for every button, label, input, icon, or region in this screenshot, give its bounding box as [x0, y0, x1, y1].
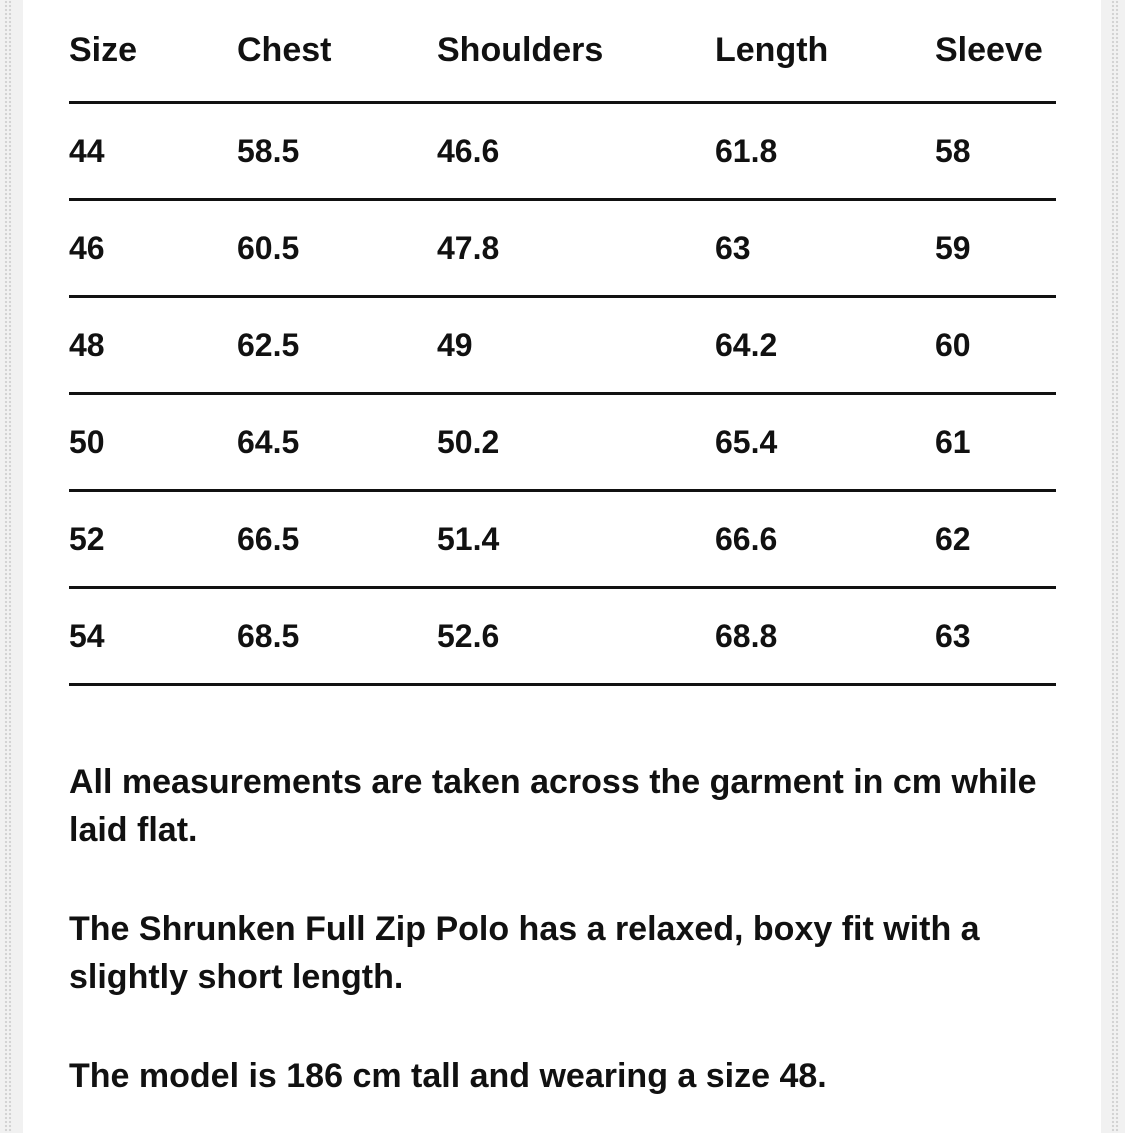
cell-chest: 60.5 [237, 200, 437, 297]
cell-chest: 64.5 [237, 394, 437, 491]
left-edge-dots [4, 0, 12, 1133]
size-notes [69, 758, 1059, 1100]
measurement-note: All measurements are taken across the garment in cm while laid flat. [69, 763, 1037, 849]
cell-shoulders: 49 [437, 297, 715, 394]
cell-length: 61.8 [715, 103, 935, 200]
cell-sleeve: 61 [935, 394, 1056, 491]
header-chest: Chest [237, 0, 437, 103]
cell-size: 44 [69, 103, 237, 200]
cell-shoulders: 50.2 [437, 394, 715, 491]
table-row [69, 588, 1056, 685]
table-row [69, 491, 1056, 588]
size-chart-table [69, 0, 1056, 686]
cell-size: 46 [69, 200, 237, 297]
right-edge-dots [1111, 0, 1119, 1133]
cell-length: 66.6 [715, 491, 935, 588]
cell-size: 54 [69, 588, 237, 685]
size-guide-panel [23, 0, 1101, 1133]
table-row [69, 200, 1056, 297]
cell-size: 50 [69, 394, 237, 491]
cell-length: 63 [715, 200, 935, 297]
header-length: Length [715, 0, 935, 103]
table-row [69, 394, 1056, 491]
header-shoulders: Shoulders [437, 0, 715, 103]
cell-shoulders: 46.6 [437, 103, 715, 200]
cell-shoulders: 52.6 [437, 588, 715, 685]
cell-chest: 68.5 [237, 588, 437, 685]
cell-length: 64.2 [715, 297, 935, 394]
cell-length: 65.4 [715, 394, 935, 491]
cell-length: 68.8 [715, 588, 935, 685]
cell-size: 52 [69, 491, 237, 588]
cell-shoulders: 51.4 [437, 491, 715, 588]
cell-chest: 62.5 [237, 297, 437, 394]
model-note: The model is 186 cm tall and wearing a size 48. [69, 1057, 827, 1095]
cell-sleeve: 58 [935, 103, 1056, 200]
fit-note: The Shrunken Full Zip Polo has a relaxed, boxy fit with a slightly short length. [69, 910, 980, 996]
cell-shoulders: 47.8 [437, 200, 715, 297]
table-row [69, 103, 1056, 200]
table-header-row [69, 0, 1056, 103]
cell-chest: 58.5 [237, 103, 437, 200]
cell-size: 48 [69, 297, 237, 394]
cell-sleeve: 63 [935, 588, 1056, 685]
header-size: Size [69, 0, 237, 103]
header-sleeve: Sleeve [935, 0, 1056, 103]
cell-sleeve: 60 [935, 297, 1056, 394]
table-row [69, 297, 1056, 394]
cell-sleeve: 59 [935, 200, 1056, 297]
cell-chest: 66.5 [237, 491, 437, 588]
cell-sleeve: 62 [935, 491, 1056, 588]
